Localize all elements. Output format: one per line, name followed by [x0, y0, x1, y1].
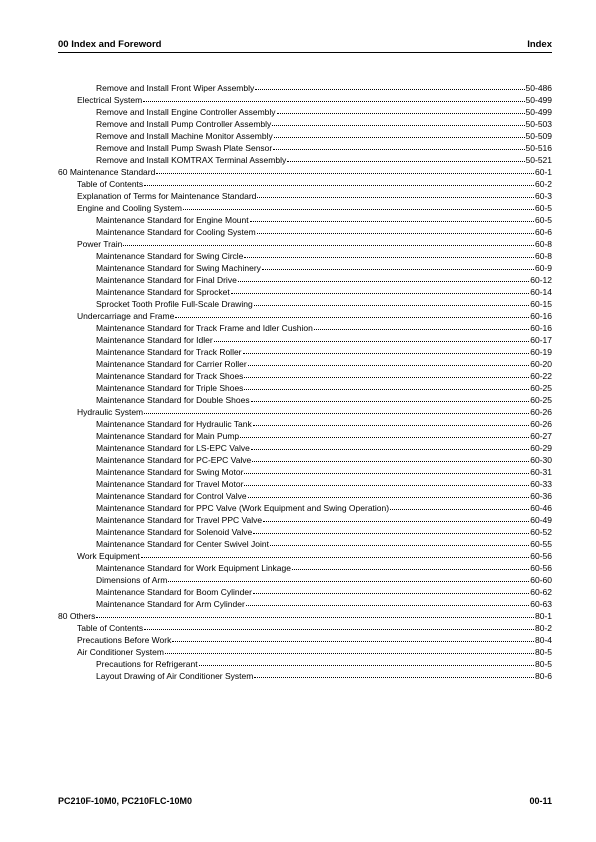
- toc-entry-page: 60-33: [530, 479, 552, 489]
- dot-leader: [175, 309, 529, 318]
- toc-entry-page: 80-1: [534, 611, 552, 621]
- toc-entry-title: Maintenance Standard for Carrier Roller: [96, 359, 247, 369]
- toc-entry-page: 60-22: [530, 371, 552, 381]
- toc-entry-title: Table of Contents: [77, 623, 144, 633]
- page-footer: [58, 794, 552, 808]
- toc-entry-page: 60-46: [530, 503, 552, 513]
- dot-leader: [252, 453, 529, 462]
- toc-entry-page: 60-63: [530, 599, 552, 609]
- dot-leader: [253, 525, 529, 534]
- dot-leader: [244, 381, 529, 390]
- header-index-label: Index: [527, 38, 552, 50]
- toc-entry-title: Maintenance Standard for PC-EPC Valve: [96, 455, 252, 465]
- toc-entry-title: Maintenance Standard for Swing Motor: [96, 467, 244, 477]
- toc-entry-title: Layout Drawing of Air Conditioner System: [96, 671, 254, 681]
- dot-leader: [250, 213, 534, 222]
- toc-entry-page: 60-26: [530, 407, 552, 417]
- dot-leader: [257, 189, 534, 198]
- toc-entry-title: Table of Contents: [77, 179, 144, 189]
- toc-entry-page: 60-8: [534, 251, 552, 261]
- toc-entry-title: Maintenance Standard for Hydraulic Tank: [96, 419, 252, 429]
- toc-entry-title: Remove and Install Engine Controller Assembly: [96, 107, 276, 117]
- toc-entry-title: Maintenance Standard for Sprocket: [96, 287, 230, 297]
- toc-entry-page: 80-2: [534, 623, 552, 633]
- dot-leader: [253, 417, 529, 426]
- dot-leader: [123, 237, 534, 246]
- toc-entry-page: 80-5: [534, 647, 552, 657]
- dot-leader: [243, 345, 530, 354]
- toc-entry-title: Maintenance Standard for Track Frame and Idler Cushion: [96, 323, 313, 333]
- toc-entry-title: Explanation of Terms for Maintenance Standard: [77, 191, 257, 201]
- toc-entry-page: 60-17: [530, 335, 552, 345]
- dot-leader: [144, 405, 529, 414]
- toc-entry-page: 60-3: [534, 191, 552, 201]
- toc-entry-title: Maintenance Standard for LS-EPC Valve: [96, 443, 250, 453]
- toc-entry-title: Maintenance Standard for Cooling System: [96, 227, 256, 237]
- toc-entry-title: Remove and Install Front Wiper Assembly: [96, 83, 255, 93]
- dot-leader: [199, 657, 534, 666]
- toc-entry-title: Maintenance Standard for Control Valve: [96, 491, 247, 501]
- dot-leader: [257, 225, 534, 234]
- toc-entry-page: 60-25: [530, 395, 552, 405]
- dot-leader: [292, 561, 529, 570]
- toc-entry-title: Maintenance Standard for Swing Machinery: [96, 263, 261, 273]
- toc-entry-page: 60-62: [530, 587, 552, 597]
- toc-entry-page: 60-12: [530, 275, 552, 285]
- toc-entry-page: 60-1: [534, 167, 552, 177]
- toc-entry-page: 60-9: [534, 263, 552, 273]
- dot-leader: [390, 501, 529, 510]
- dot-leader: [144, 177, 534, 186]
- dot-leader: [255, 81, 524, 90]
- toc-entry-page: 60-25: [530, 383, 552, 393]
- toc-entry-page: 80-4: [534, 635, 552, 645]
- toc-entry-title: Precautions Before Work: [77, 635, 172, 645]
- dot-leader: [244, 477, 529, 486]
- dot-leader: [272, 117, 524, 126]
- toc-entry-page: 60-56: [530, 551, 552, 561]
- toc-entry-title: Electrical System: [77, 95, 143, 105]
- toc-entry-title: Maintenance Standard for Idler: [96, 335, 213, 345]
- toc-entry-page: 60-30: [530, 455, 552, 465]
- header-divider: [58, 52, 552, 53]
- toc-entry-page: 60-2: [534, 179, 552, 189]
- toc-entry-title: Maintenance Standard for Travel Motor: [96, 479, 244, 489]
- toc-entry-page: 60-19: [530, 347, 552, 357]
- toc-entry-page: 60-36: [530, 491, 552, 501]
- dot-leader: [253, 585, 529, 594]
- toc-entry-page: 60-15: [530, 299, 552, 309]
- toc-entry-title: Air Conditioner System: [77, 647, 164, 657]
- dot-leader: [248, 357, 530, 366]
- table-of-contents: [58, 82, 552, 682]
- dot-leader: [168, 573, 529, 582]
- dot-leader: [143, 93, 524, 102]
- toc-entry-title: Dimensions of Arm: [96, 575, 168, 585]
- dot-leader: [244, 369, 529, 378]
- toc-entry-title: Work Equipment: [77, 551, 140, 561]
- footer-page-number: 00-11: [529, 796, 552, 806]
- toc-entry-title: Maintenance Standard for Double Shoes: [96, 395, 250, 405]
- toc-entry-title: Remove and Install Pump Swash Plate Sensor: [96, 143, 273, 153]
- dot-leader: [231, 285, 530, 294]
- toc-entry-page: 60-27: [530, 431, 552, 441]
- toc-entry[interactable]: [58, 670, 552, 682]
- toc-entry-title: Maintenance Standard for Solenoid Valve: [96, 527, 253, 537]
- toc-entry-title: Maintenance Standard for Track Roller: [96, 347, 242, 357]
- dot-leader: [254, 669, 534, 678]
- toc-entry-title: Maintenance Standard for Work Equipment Linkage: [96, 563, 291, 573]
- toc-entry-page: 50-503: [525, 119, 552, 129]
- toc-entry-title: Sprocket Tooth Profile Full-Scale Drawing: [96, 299, 253, 309]
- toc-entry-title: Remove and Install KOMTRAX Terminal Assembly: [96, 155, 287, 165]
- toc-entry-title: Maintenance Standard for Final Drive: [96, 275, 237, 285]
- toc-entry-page: 60-16: [530, 323, 552, 333]
- footer-model-name: PC210F-10M0, PC210FLC-10M0: [58, 796, 193, 806]
- toc-entry-page: 50-521: [525, 155, 552, 165]
- toc-entry-title: Maintenance Standard for Main Pump: [96, 431, 240, 441]
- dot-leader: [287, 153, 524, 162]
- toc-entry-page: 60-8: [534, 239, 552, 249]
- toc-entry-title: 80 Others: [58, 611, 96, 621]
- toc-entry-page: 60-16: [530, 311, 552, 321]
- toc-entry-page: 60-49: [530, 515, 552, 525]
- dot-leader: [251, 393, 530, 402]
- toc-entry-title: Maintenance Standard for Travel PPC Valve: [96, 515, 263, 525]
- toc-entry-title: Power Train: [77, 239, 123, 249]
- dot-leader: [214, 333, 530, 342]
- toc-entry-page: 60-31: [530, 467, 552, 477]
- toc-entry-page: 50-486: [525, 83, 552, 93]
- toc-entry-title: Hydraulic System: [77, 407, 144, 417]
- dot-leader: [254, 297, 530, 306]
- toc-entry-title: Maintenance Standard for Engine Mount: [96, 215, 249, 225]
- dot-leader: [273, 141, 524, 150]
- dot-leader: [144, 621, 534, 630]
- toc-entry-page: 60-5: [534, 215, 552, 225]
- dot-leader: [248, 489, 530, 498]
- dot-leader: [270, 537, 529, 546]
- dot-leader: [183, 201, 534, 210]
- dot-leader: [262, 261, 534, 270]
- dot-leader: [96, 609, 534, 618]
- toc-entry-page: 80-5: [534, 659, 552, 669]
- dot-leader: [240, 429, 529, 438]
- toc-entry-title: Maintenance Standard for Center Swivel Joint: [96, 539, 269, 549]
- dot-leader: [172, 633, 534, 642]
- dot-leader: [238, 273, 529, 282]
- toc-entry-title: Maintenance Standard for Triple Shoes: [96, 383, 244, 393]
- toc-entry-page: 50-499: [525, 107, 552, 117]
- toc-entry-title: Undercarriage and Frame: [77, 311, 175, 321]
- dot-leader: [277, 105, 525, 114]
- dot-leader: [156, 165, 534, 174]
- header-section-title: 00 Index and Foreword: [58, 38, 162, 50]
- dot-leader: [244, 465, 529, 474]
- toc-entry-page: 60-60: [530, 575, 552, 585]
- toc-entry-title: Remove and Install Machine Monitor Assembly: [96, 131, 273, 141]
- dot-leader: [165, 645, 534, 654]
- dot-leader: [141, 549, 530, 558]
- toc-entry-title: Maintenance Standard for Track Shoes: [96, 371, 244, 381]
- toc-entry-title: 60 Maintenance Standard: [58, 167, 156, 177]
- toc-entry-title: Engine and Cooling System: [77, 203, 182, 213]
- toc-entry-page: 60-5: [534, 203, 552, 213]
- toc-entry-page: 80-6: [534, 671, 552, 681]
- toc-entry-title: Maintenance Standard for Arm Cylinder: [96, 599, 245, 609]
- dot-leader: [246, 597, 529, 606]
- toc-entry-title: Precautions for Refrigerant: [96, 659, 198, 669]
- toc-entry-page: 60-55: [530, 539, 552, 549]
- toc-entry-title: Maintenance Standard for Boom Cylinder: [96, 587, 252, 597]
- toc-entry-page: 60-56: [530, 563, 552, 573]
- toc-entry-title: Remove and Install Pump Controller Assembly: [96, 119, 272, 129]
- toc-entry-page: 50-499: [525, 95, 552, 105]
- toc-entry-page: 60-26: [530, 419, 552, 429]
- toc-entry-page: 50-509: [525, 131, 552, 141]
- dot-leader: [244, 249, 534, 258]
- dot-leader: [314, 321, 529, 330]
- toc-entry-title: Maintenance Standard for Swing Circle: [96, 251, 244, 261]
- toc-entry-page: 60-52: [530, 527, 552, 537]
- dot-leader: [251, 441, 529, 450]
- toc-entry-title: Maintenance Standard for PPC Valve (Work Equipment and Swing Operation): [96, 503, 390, 513]
- dot-leader: [263, 513, 529, 522]
- toc-entry-page: 60-6: [534, 227, 552, 237]
- page-header: [58, 36, 552, 52]
- toc-entry-page: 60-14: [530, 287, 552, 297]
- toc-entry-page: 60-20: [530, 359, 552, 369]
- toc-entry-page: 50-516: [525, 143, 552, 153]
- dot-leader: [274, 129, 525, 138]
- toc-entry-page: 60-29: [530, 443, 552, 453]
